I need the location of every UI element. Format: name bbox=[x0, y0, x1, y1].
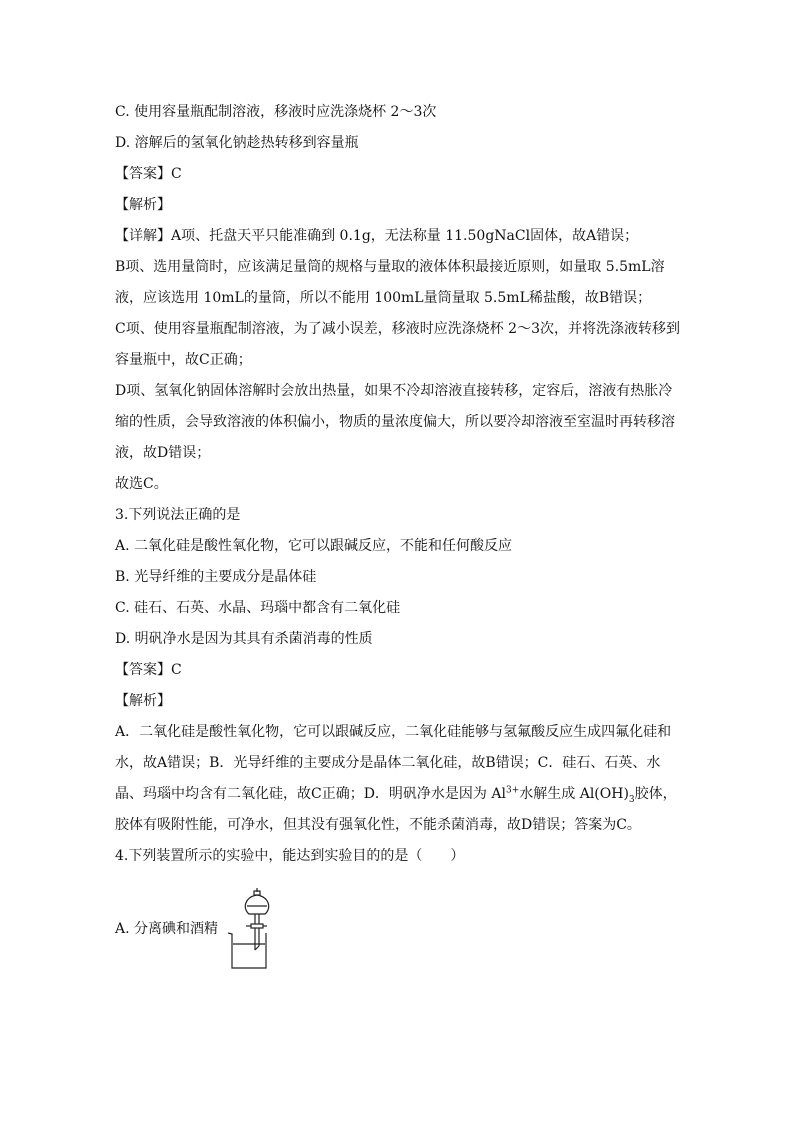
q3-analysis-label: 【解析】 bbox=[115, 693, 171, 709]
q2-conclusion: 故选C。 bbox=[115, 476, 168, 492]
q2-answer: 【答案】C bbox=[115, 166, 182, 182]
q3-analysis-text-1: A．二氧化硅是酸性氧化物，它可以跟碱反应，二氧化硅能够与氢氟酸反应生成四氟化硅和水，故A错误；B．光导纤维的主要成分是晶体二氧化硅，故B错误；C．硅石、石英、水晶、玛瑙中均含有二氧化硅，故C正确；D．明矾净水是因为 Al bbox=[115, 724, 672, 802]
q3-option-a: A. 二氧化硅是酸性氧化物，它可以跟碱反应，不能和任何酸反应 bbox=[115, 538, 513, 554]
q2-detail-d: D项、氢氧化钠固体溶解时会放出热量，如果不冷却溶液直接转移，定容后，溶液有热胀冷缩的性质，会导致溶液的体积偏小，物质的量浓度偏大，所以要冷却溶液至室温时再转移溶液，故D错误； bbox=[115, 383, 675, 461]
q3-analysis-text-3: 胶体，胶体有吸附性能，可净水，但其没有强氧化性，不能杀菌消毒，故D错误；答案为C。 bbox=[115, 786, 677, 833]
q2-detail-c: C项、使用容量瓶配制溶液，为了减小误差，移液时应洗涤烧杯 2～3次，并将洗涤液转移到容量瓶中，故C正确； bbox=[115, 321, 680, 368]
q2-detail-b: B项、选用量筒时，应该满足量筒的规格与量取的液体体积最接近原则，如量取 5.5mL溶液，应该选用 10mL的量筒，所以不能用 100mL量筒量取 5.5mL稀盐酸，故B错误； bbox=[115, 259, 665, 306]
q3-analysis bbox=[115, 717, 685, 841]
q3-answer: 【答案】C bbox=[115, 662, 182, 678]
separatory-funnel-diagram bbox=[225, 888, 275, 970]
q2-option-c: C. 使用容量瓶配制溶液，移液时应洗涤烧杯 2～3次 bbox=[115, 104, 437, 120]
q4-option-a: A. 分离碘和酒精 bbox=[115, 921, 219, 937]
al-charge: 3+ bbox=[505, 785, 520, 796]
oh-subscript: 3 bbox=[628, 794, 635, 805]
q2-analysis-label: 【解析】 bbox=[115, 197, 171, 213]
q2-detail-a: 【详解】A项、托盘天平只能准确到 0.1g，无法称量 11.50gNaCl固体，故A错误； bbox=[115, 228, 639, 244]
q3-option-d: D. 明矾净水是因为其具有杀菌消毒的性质 bbox=[115, 631, 373, 647]
q3-analysis-text-2: 水解生成 Al(OH) bbox=[519, 786, 629, 802]
q3-option-b: B. 光导纤维的主要成分是晶体硅 bbox=[115, 569, 317, 585]
q3-option-c: C. 硅石、石英、水晶、玛瑙中都含有二氧化硅 bbox=[115, 600, 401, 616]
q3-stem: 3.下列说法正确的是 bbox=[115, 507, 241, 523]
q2-option-d: D. 溶解后的氢氧化钠趁热转移到容量瓶 bbox=[115, 135, 359, 151]
q4-stem: 4.下列装置所示的实验中，能达到实验目的的是（ ） bbox=[115, 848, 465, 864]
